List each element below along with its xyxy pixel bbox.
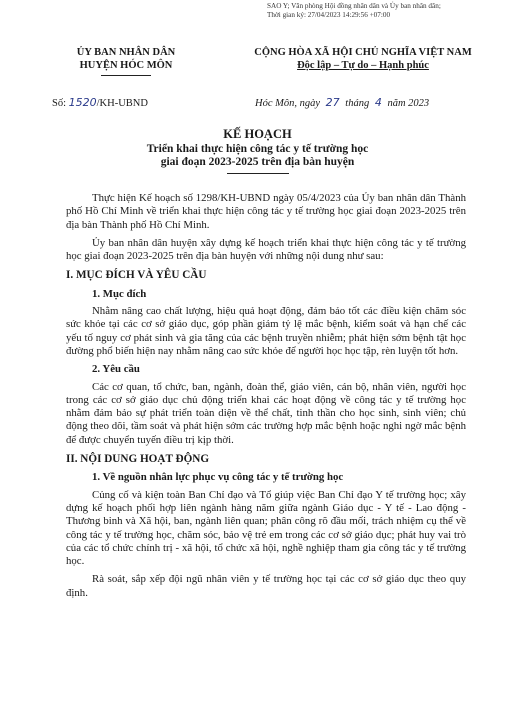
intro-paragraph-1: Thực hiện Kế hoạch số 1298/KH-UBND ngày 05/4/2023 của Ủy ban nhân dân Thành phố Hồ Chí Minh về triển khai thực hiện công tác y tế trường học giai đoạn 2023-2025 trên địa bàn Thành phố Hồ Chí Minh. [66,192,466,231]
title-line-1: KẾ HOẠCH [223,127,292,141]
document-body [66,192,466,600]
requirement-paragraph: Các cơ quan, tổ chức, ban, ngành, đoàn thể, giáo viên, cán bộ, nhân viên, người học trong các cơ sở giáo dục chủ động triển khai các hoạt động về công tác y tế trường học nhằm đảm bảo sự phát triển toàn diện về thể chất, tinh thần cho học sinh, sinh viên; chủ động theo dõi, tầm soát và phát hiện sớm các trường hợp mắc bệnh hoặc nghi ngờ mắc bệnh để được chuyển tuyến điều trị kịp thời. [66,380,466,446]
document-number [52,96,148,109]
doc-number-prefix: Số: [52,98,67,109]
title-line-3: giai đoạn 2023-2025 trên địa bàn huyện [160,156,355,168]
section-heading-1: I. MỤC ĐÍCH VÀ YÊU CẦU [66,269,207,282]
stamp-line-2: Thời gian ký: 27/04/2023 14:29:56 +07:00 [267,11,391,19]
human-resources-paragraph-2: Rà soát, sắp xếp đội ngũ nhân viên y tế trường học tại các cơ sở giáo dục theo quy định. [66,573,466,599]
section-heading-2: II. NỘI DUNG HOẠT ĐỘNG [66,453,210,466]
document-date [255,96,429,109]
title-line-2: Triển khai thực hiện công tác y tế trường học [146,142,369,155]
national-title: CỘNG HÒA XÃ HỘI CHỦ NGHĨA VIỆT NAM [254,47,472,58]
agency-line-2: HUYỆN HÓC MÔN [79,60,173,71]
date-year: năm 2023 [387,98,430,109]
subsection-heading-human-resources: 1. Về nguồn nhân lực phục vụ công tác y tế trường học [92,471,344,484]
intro-paragraph-2: Ủy ban nhân dân huyện xây dựng kế hoạch triển khai thực hiện công tác y tế trường học giai đoạn 2023-2025 trên địa bàn huyện với những nội dung như sau: [66,236,466,263]
national-header [218,46,508,72]
document-title [0,128,515,174]
date-month-label: tháng [345,98,370,109]
doc-number-handwritten: 1520 [68,96,97,109]
subsection-heading-requirement: 2. Yêu cầu [92,363,140,376]
human-resources-paragraph-1: Củng cố và kiện toàn Ban Chỉ đạo và Tổ giúp việc Ban Chỉ đạo Y tế trường học; xây dựng kế hoạch phối hợp liên ngành hàng năm giữa ngành Giáo dục - Y tế - Lao động - Thương binh và Xã hội, ban, ngành liên quan; phân công rõ đầu mối, trách nhiệm cụ thể về công tác y tế trường học, chăm sóc, bảo vệ trẻ em trong các cơ sở giáo dục; phát huy vai trò của các tổ chức chính trị - xã hội, tổ chức xã hội, nghề nghiệp tham gia công tác y tế trường học. [66,488,466,568]
title-underline [227,173,289,174]
issuing-agency-header [46,46,206,76]
date-day-handwritten: 27 [325,96,340,109]
subsection-heading-purpose: 1. Mục đích [92,287,147,300]
agency-line-1: ỦY BAN NHÂN DÂN [76,47,176,58]
date-place: Hóc Môn, ngày [255,98,321,109]
national-motto: Độc lập – Tự do – Hạnh phúc [297,60,429,71]
doc-number-suffix: /KH-UBND [96,98,148,109]
agency-underline [101,75,151,76]
purpose-paragraph: Nhằm nâng cao chất lượng, hiệu quả hoạt động, đảm bảo tốt các điều kiện chăm sóc sức khỏe tại các cơ sở giáo dục, góp phần giảm tỷ lệ mắc bệnh, kiểm soát và hạn chế các yếu tố nguy cơ phát sinh và gia tăng của các bệnh truyền nhiễm; phát hiện sớm bệnh tật học đường phổ biến hiện nay nhằm nâng cao sức khỏe để người học học tập, rèn luyện tốt hơn. [66,305,466,357]
stamp-line-1: SAO Y; Văn phòng Hội đồng nhân dân và Ủy ban nhân dân; [267,2,441,10]
digital-signature-stamp [267,2,507,20]
date-month-handwritten: 4 [374,96,382,109]
